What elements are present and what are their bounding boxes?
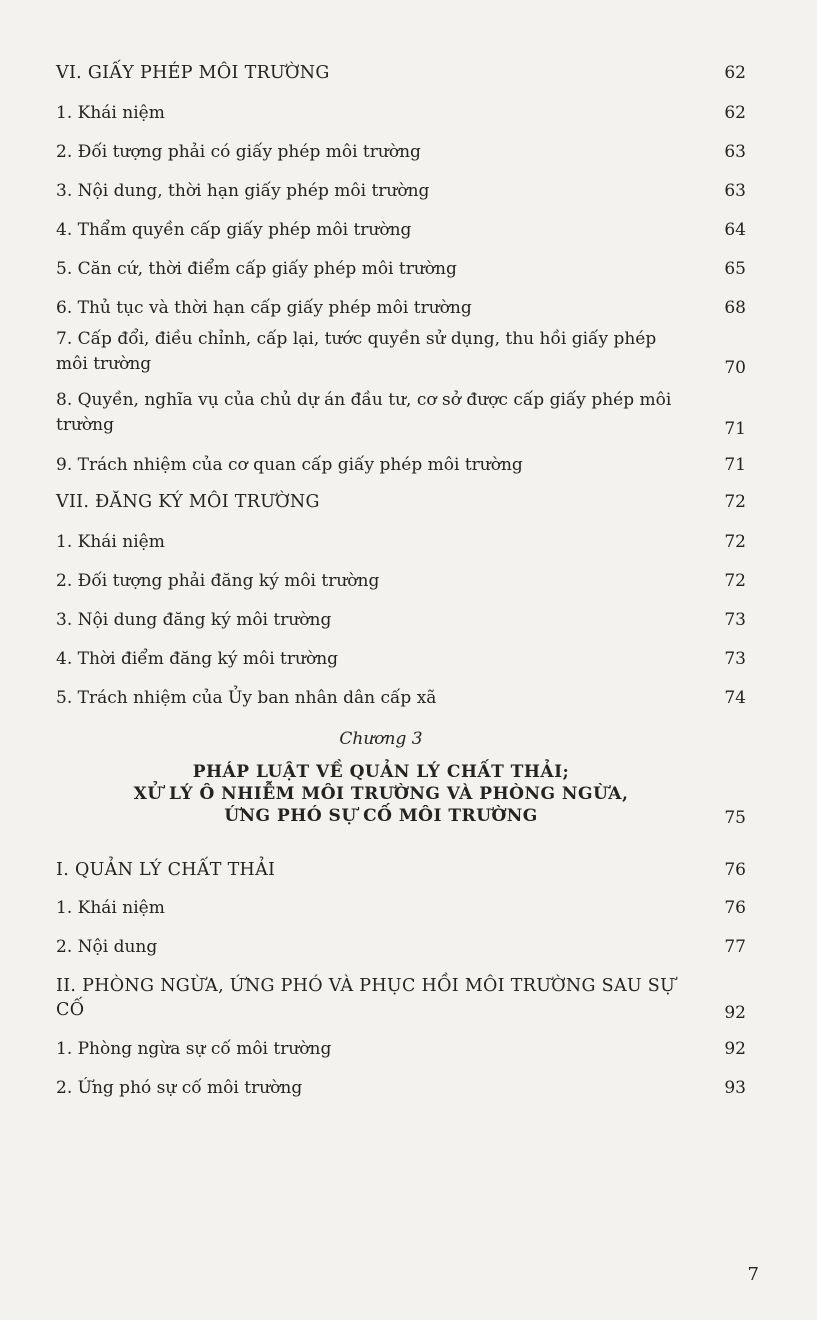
- toc-entry-page: 76: [724, 860, 746, 880]
- toc-entry[interactable]: [56, 531, 746, 553]
- toc-section-vii[interactable]: [56, 491, 746, 513]
- toc-entry-page: 63: [724, 181, 746, 201]
- toc-entry-text: 2. Nội dung: [56, 937, 158, 957]
- toc-entry-page: 65: [724, 259, 746, 279]
- toc-entry-text: 5. Trách nhiệm của Ủy ban nhân dân cấp xã: [56, 688, 437, 708]
- toc-entry-page: 74: [724, 688, 746, 708]
- toc-entry[interactable]: [56, 180, 746, 202]
- toc-entry-text: II. PHÒNG NGỪA, ỨNG PHÓ VÀ PHỤC HỒI MÔI TRƯỜNG SAU SỰ CỐ: [56, 976, 676, 1020]
- toc-section-ii[interactable]: [56, 974, 746, 1022]
- toc-entry[interactable]: [56, 388, 746, 438]
- toc-entry-page: 93: [724, 1078, 746, 1098]
- toc-section-vi[interactable]: [56, 62, 746, 84]
- toc-entry-text: 1. Khái niệm: [56, 532, 165, 552]
- toc-entry[interactable]: [56, 648, 746, 670]
- toc-entry-text: 4. Thời điểm đăng ký môi trường: [56, 649, 339, 669]
- toc-entry[interactable]: [56, 102, 746, 124]
- toc-entry-page: 77: [724, 937, 746, 957]
- toc-entry[interactable]: [56, 1038, 746, 1060]
- table-of-contents: [56, 62, 746, 1099]
- toc-entry[interactable]: [56, 897, 746, 919]
- toc-entry-page: 92: [724, 1003, 746, 1023]
- toc-entry-text: VII. ĐĂNG KÝ MÔI TRƯỜNG: [56, 492, 320, 512]
- toc-entry-text: 9. Trách nhiệm của cơ quan cấp giấy phép môi trường: [56, 455, 523, 475]
- toc-entry[interactable]: [56, 609, 746, 631]
- toc-entry-text: 3. Nội dung, thời hạn giấy phép môi trường: [56, 181, 430, 201]
- toc-entry-text: 6. Thủ tục và thời hạn cấp giấy phép môi trường: [56, 298, 472, 318]
- toc-entry[interactable]: [56, 327, 746, 377]
- toc-entry-text: 2. Đối tượng phải đăng ký môi trường: [56, 571, 380, 591]
- toc-entry-page: 62: [724, 63, 746, 83]
- chapter-title-line: ỨNG PHÓ SỰ CỐ MÔI TRƯỜNG: [224, 806, 538, 826]
- toc-entry[interactable]: [56, 297, 746, 319]
- toc-entry[interactable]: [56, 687, 746, 709]
- toc-entry[interactable]: [56, 570, 746, 592]
- toc-entry-text: 2. Đối tượng phải có giấy phép môi trường: [56, 142, 421, 162]
- toc-entry-page: 73: [724, 649, 746, 669]
- toc-entry-page: 71: [724, 419, 746, 439]
- toc-entry-page: 62: [724, 103, 746, 123]
- toc-entry-text: 8. Quyền, nghĩa vụ của chủ dự án đầu tư, cơ sở được cấp giấy phép môi trường: [56, 390, 672, 435]
- toc-entry-page: 68: [724, 298, 746, 318]
- toc-entry-page: 63: [724, 142, 746, 162]
- chapter-title[interactable]: [56, 761, 746, 827]
- toc-entry-page: 73: [724, 610, 746, 630]
- page-number: 7: [747, 1264, 759, 1285]
- toc-entry[interactable]: [56, 454, 746, 476]
- toc-entry-page: 72: [724, 532, 746, 552]
- toc-entry-text: 1. Khái niệm: [56, 103, 165, 123]
- toc-entry-text: VI. GIẤY PHÉP MÔI TRƯỜNG: [56, 63, 330, 83]
- toc-entry-page: 72: [724, 571, 746, 591]
- chapter-title-line: PHÁP LUẬT VỀ QUẢN LÝ CHẤT THẢI;: [192, 762, 570, 782]
- toc-entry-page: 64: [724, 220, 746, 240]
- toc-entry-page: 75: [724, 808, 746, 828]
- toc-entry[interactable]: [56, 258, 746, 280]
- toc-entry[interactable]: [56, 1077, 746, 1099]
- toc-entry-text: 7. Cấp đổi, điều chỉnh, cấp lại, tước quyền sử dụng, thu hồi giấy phép môi trường: [56, 329, 657, 374]
- toc-entry-text: 4. Thẩm quyền cấp giấy phép môi trường: [56, 220, 412, 240]
- toc-entry-page: 71: [724, 455, 746, 475]
- toc-entry-text: 1. Khái niệm: [56, 898, 165, 918]
- toc-entry-page: 70: [724, 358, 746, 378]
- chapter-label: Chương 3: [339, 729, 423, 749]
- toc-entry-text: 2. Ứng phó sự cố môi trường: [56, 1078, 303, 1098]
- toc-entry-text: 5. Căn cứ, thời điểm cấp giấy phép môi trường: [56, 259, 457, 279]
- toc-entry-page: 72: [724, 492, 746, 512]
- toc-entry[interactable]: [56, 141, 746, 163]
- toc-entry[interactable]: [56, 219, 746, 241]
- toc-section-i[interactable]: [56, 859, 746, 881]
- toc-entry-text: 3. Nội dung đăng ký môi trường: [56, 610, 332, 630]
- toc-entry-page: 76: [724, 898, 746, 918]
- toc-entry[interactable]: [56, 936, 746, 958]
- toc-entry-text: 1. Phòng ngừa sự cố môi trường: [56, 1039, 332, 1059]
- chapter-title-line: XỬ LÝ Ô NHIỄM MÔI TRƯỜNG VÀ PHÒNG NGỪA,: [133, 784, 629, 804]
- toc-entry-page: 92: [724, 1039, 746, 1059]
- toc-entry-text: I. QUẢN LÝ CHẤT THẢI: [56, 860, 276, 880]
